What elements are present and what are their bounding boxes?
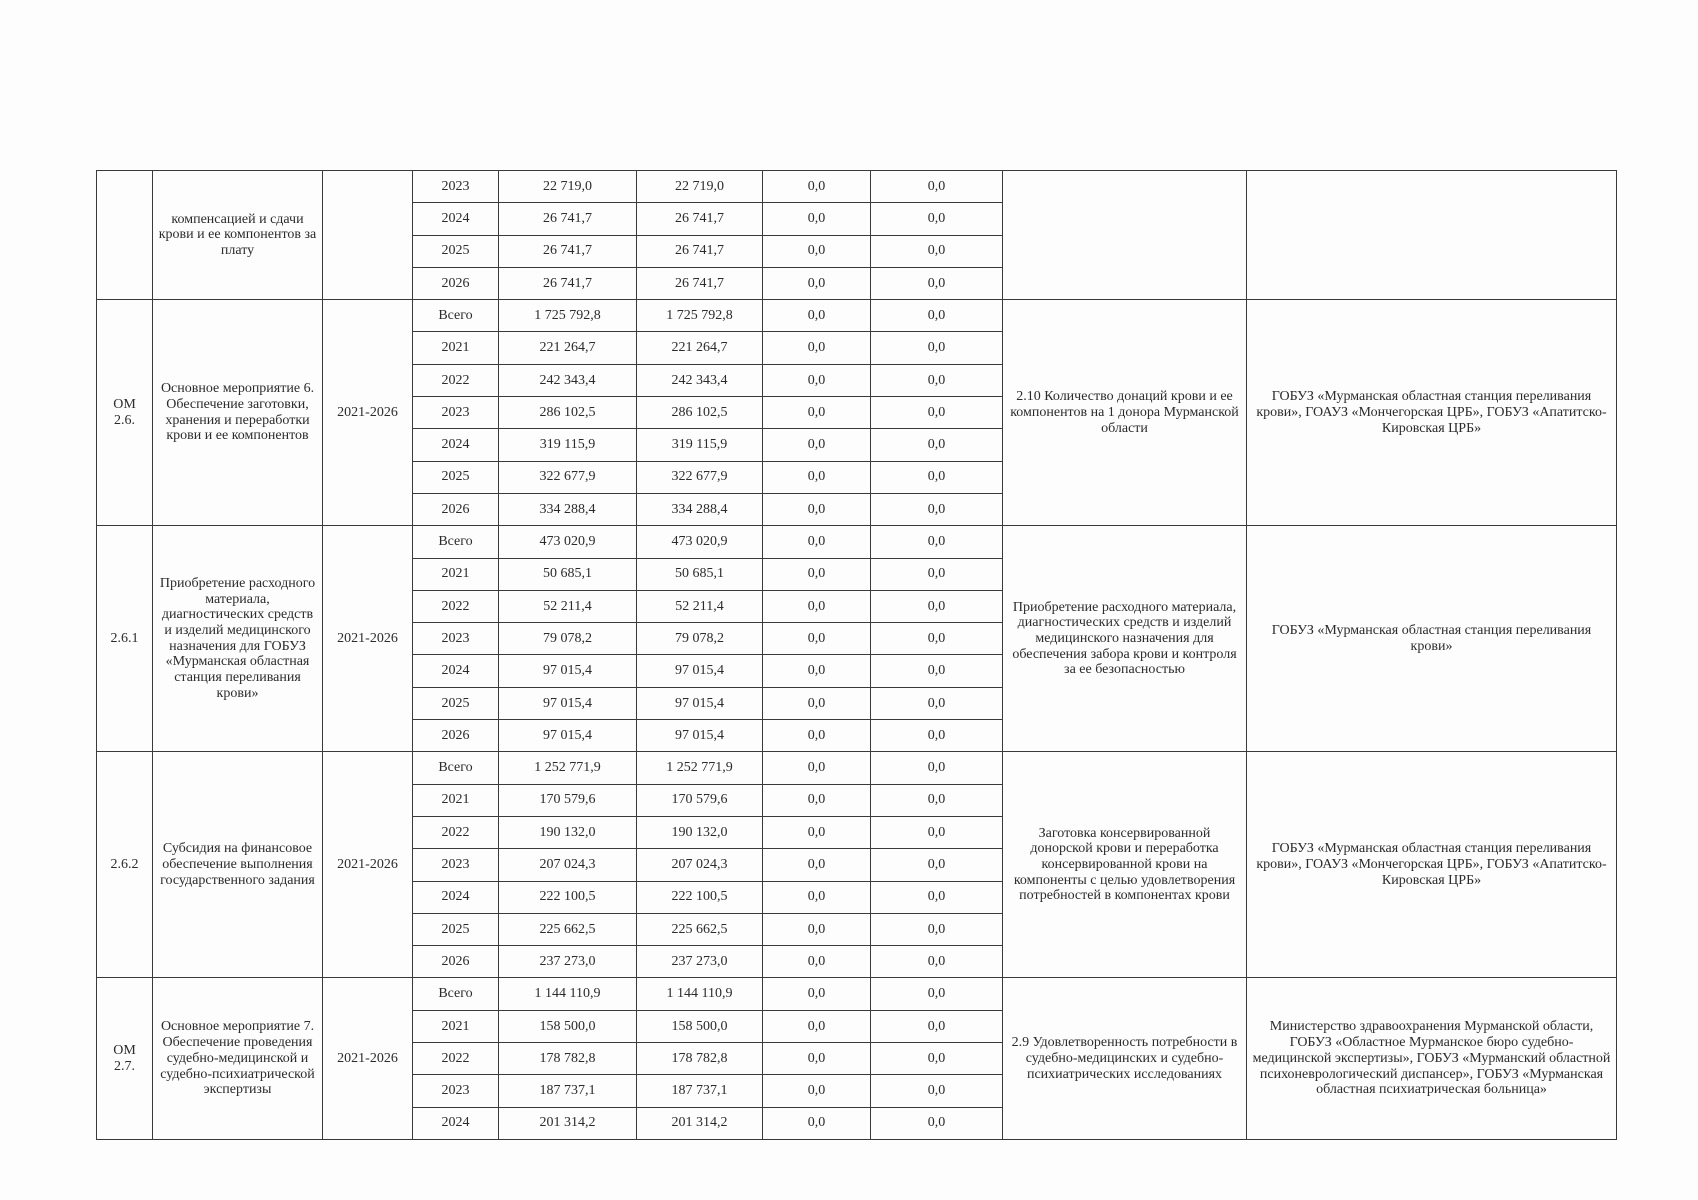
total-amount: 201 314,2 [499, 1107, 637, 1139]
executors-cell: ГОБУЗ «Мурманская областная станция переливания крови», ГОАУЗ «Мончегорская ЦРБ», ГОБУЗ «Апатитско-Кировская ЦРБ» [1247, 300, 1617, 526]
federal-budget-amount: 0,0 [763, 332, 871, 364]
budget-table-body [97, 171, 1617, 1140]
year-cell: 2024 [413, 1107, 499, 1139]
year-cell: 2026 [413, 267, 499, 299]
executors-cell: ГОБУЗ «Мурманская областная станция переливания крови», ГОАУЗ «Мончегорская ЦРБ», ГОБУЗ «Апатитско-Кировская ЦРБ» [1247, 752, 1617, 978]
regional-budget-amount: 221 264,7 [637, 332, 763, 364]
item-period: 2021-2026 [323, 752, 413, 978]
federal-budget-amount: 0,0 [763, 461, 871, 493]
federal-budget-amount: 0,0 [763, 300, 871, 332]
regional-budget-amount: 178 782,8 [637, 1043, 763, 1075]
total-amount: 319 115,9 [499, 429, 637, 461]
other-sources-amount: 0,0 [871, 784, 1003, 816]
federal-budget-amount: 0,0 [763, 881, 871, 913]
federal-budget-amount: 0,0 [763, 364, 871, 396]
other-sources-amount: 0,0 [871, 623, 1003, 655]
regional-budget-amount: 237 273,0 [637, 946, 763, 978]
executors-cell [1247, 171, 1617, 300]
item-period [323, 171, 413, 300]
other-sources-amount: 0,0 [871, 1075, 1003, 1107]
federal-budget-amount: 0,0 [763, 655, 871, 687]
total-amount: 322 677,9 [499, 461, 637, 493]
other-sources-amount: 0,0 [871, 590, 1003, 622]
regional-budget-amount: 225 662,5 [637, 913, 763, 945]
regional-budget-amount: 26 741,7 [637, 235, 763, 267]
other-sources-amount: 0,0 [871, 429, 1003, 461]
year-cell: 2024 [413, 881, 499, 913]
item-code: ОМ 2.7. [97, 978, 153, 1139]
other-sources-amount: 0,0 [871, 978, 1003, 1010]
year-cell: 2022 [413, 364, 499, 396]
federal-budget-amount: 0,0 [763, 849, 871, 881]
year-cell: 2023 [413, 849, 499, 881]
regional-budget-amount: 473 020,9 [637, 526, 763, 558]
total-amount: 221 264,7 [499, 332, 637, 364]
item-period: 2021-2026 [323, 300, 413, 526]
year-cell: Всего [413, 978, 499, 1010]
year-cell: 2025 [413, 235, 499, 267]
other-sources-amount: 0,0 [871, 687, 1003, 719]
total-amount: 22 719,0 [499, 171, 637, 203]
regional-budget-amount: 158 500,0 [637, 1010, 763, 1042]
executors-cell: ГОБУЗ «Мурманская областная станция переливания крови» [1247, 526, 1617, 752]
federal-budget-amount: 0,0 [763, 1107, 871, 1139]
total-amount: 190 132,0 [499, 816, 637, 848]
indicator-cell: 2.9 Удовлетворенность потребности в судебно-медицинских и судебно-психиатрических исследованиях [1003, 978, 1247, 1139]
federal-budget-amount: 0,0 [763, 397, 871, 429]
federal-budget-amount: 0,0 [763, 590, 871, 622]
regional-budget-amount: 26 741,7 [637, 267, 763, 299]
other-sources-amount: 0,0 [871, 332, 1003, 364]
regional-budget-amount: 319 115,9 [637, 429, 763, 461]
year-cell: 2021 [413, 558, 499, 590]
total-amount: 242 343,4 [499, 364, 637, 396]
federal-budget-amount: 0,0 [763, 784, 871, 816]
total-amount: 225 662,5 [499, 913, 637, 945]
year-cell: 2022 [413, 590, 499, 622]
other-sources-amount: 0,0 [871, 849, 1003, 881]
regional-budget-amount: 52 211,4 [637, 590, 763, 622]
other-sources-amount: 0,0 [871, 526, 1003, 558]
other-sources-amount: 0,0 [871, 1010, 1003, 1042]
regional-budget-amount: 222 100,5 [637, 881, 763, 913]
item-period: 2021-2026 [323, 978, 413, 1139]
year-cell: 2025 [413, 687, 499, 719]
executors-cell: Министерство здравоохранения Мурманской области, ГОБУЗ «Областное Мурманское бюро судебно-медицинской экспертизы», ГОБУЗ «Мурманский областной психоневрологический диспансер», ГОБУЗ «Мурманская областная психиатрическая больница» [1247, 978, 1617, 1139]
total-amount: 178 782,8 [499, 1043, 637, 1075]
year-cell: 2024 [413, 429, 499, 461]
federal-budget-amount: 0,0 [763, 1075, 871, 1107]
year-cell: Всего [413, 526, 499, 558]
total-amount: 26 741,7 [499, 235, 637, 267]
item-title: Основное мероприятие 6. Обеспечение заготовки, хранения и переработки крови и ее компонентов [153, 300, 323, 526]
year-cell: 2026 [413, 946, 499, 978]
item-code [97, 171, 153, 300]
regional-budget-amount: 322 677,9 [637, 461, 763, 493]
total-amount: 1 144 110,9 [499, 978, 637, 1010]
total-amount: 473 020,9 [499, 526, 637, 558]
total-amount: 334 288,4 [499, 493, 637, 525]
federal-budget-amount: 0,0 [763, 978, 871, 1010]
other-sources-amount: 0,0 [871, 913, 1003, 945]
other-sources-amount: 0,0 [871, 816, 1003, 848]
regional-budget-amount: 50 685,1 [637, 558, 763, 590]
federal-budget-amount: 0,0 [763, 913, 871, 945]
federal-budget-amount: 0,0 [763, 816, 871, 848]
regional-budget-amount: 170 579,6 [637, 784, 763, 816]
other-sources-amount: 0,0 [871, 493, 1003, 525]
indicator-cell [1003, 171, 1247, 300]
total-amount: 97 015,4 [499, 720, 637, 752]
other-sources-amount: 0,0 [871, 267, 1003, 299]
total-amount: 26 741,7 [499, 203, 637, 235]
other-sources-amount: 0,0 [871, 203, 1003, 235]
total-amount: 170 579,6 [499, 784, 637, 816]
federal-budget-amount: 0,0 [763, 720, 871, 752]
federal-budget-amount: 0,0 [763, 752, 871, 784]
other-sources-amount: 0,0 [871, 752, 1003, 784]
total-amount: 97 015,4 [499, 655, 637, 687]
regional-budget-amount: 26 741,7 [637, 203, 763, 235]
item-code: 2.6.1 [97, 526, 153, 752]
total-amount: 1 252 771,9 [499, 752, 637, 784]
year-cell: 2023 [413, 397, 499, 429]
other-sources-amount: 0,0 [871, 1107, 1003, 1139]
other-sources-amount: 0,0 [871, 558, 1003, 590]
total-amount: 1 725 792,8 [499, 300, 637, 332]
total-amount: 50 685,1 [499, 558, 637, 590]
total-amount: 222 100,5 [499, 881, 637, 913]
regional-budget-amount: 1 252 771,9 [637, 752, 763, 784]
other-sources-amount: 0,0 [871, 720, 1003, 752]
budget-table [96, 170, 1617, 1140]
federal-budget-amount: 0,0 [763, 946, 871, 978]
year-cell: 2023 [413, 1075, 499, 1107]
other-sources-amount: 0,0 [871, 235, 1003, 267]
federal-budget-amount: 0,0 [763, 687, 871, 719]
regional-budget-amount: 242 343,4 [637, 364, 763, 396]
other-sources-amount: 0,0 [871, 655, 1003, 687]
year-cell: 2024 [413, 203, 499, 235]
other-sources-amount: 0,0 [871, 364, 1003, 396]
item-title: Основное мероприятие 7. Обеспечение проведения судебно-медицинской и судебно-психиатрической экспертизы [153, 978, 323, 1139]
table-row [97, 300, 1617, 332]
year-cell: 2022 [413, 816, 499, 848]
other-sources-amount: 0,0 [871, 300, 1003, 332]
item-title: Субсидия на финансовое обеспечение выполнения государственного задания [153, 752, 323, 978]
item-title: Приобретение расходного материала, диагностических средств и изделий медицинского назначения для ГОБУЗ «Мурманская областная станция переливания крови» [153, 526, 323, 752]
other-sources-amount: 0,0 [871, 946, 1003, 978]
year-cell: 2021 [413, 1010, 499, 1042]
other-sources-amount: 0,0 [871, 171, 1003, 203]
item-code: 2.6.2 [97, 752, 153, 978]
federal-budget-amount: 0,0 [763, 558, 871, 590]
year-cell: 2026 [413, 493, 499, 525]
federal-budget-amount: 0,0 [763, 493, 871, 525]
regional-budget-amount: 201 314,2 [637, 1107, 763, 1139]
total-amount: 286 102,5 [499, 397, 637, 429]
year-cell: 2023 [413, 171, 499, 203]
item-code: ОМ 2.6. [97, 300, 153, 526]
year-cell: 2025 [413, 461, 499, 493]
other-sources-amount: 0,0 [871, 461, 1003, 493]
indicator-cell: Заготовка консервированной донорской крови и переработка консервированной крови на компоненты с целью удовлетворения потребностей в компонентах крови [1003, 752, 1247, 978]
year-cell: Всего [413, 300, 499, 332]
year-cell: 2021 [413, 332, 499, 364]
total-amount: 187 737,1 [499, 1075, 637, 1107]
federal-budget-amount: 0,0 [763, 526, 871, 558]
other-sources-amount: 0,0 [871, 881, 1003, 913]
year-cell: 2026 [413, 720, 499, 752]
indicator-cell: 2.10 Количество донаций крови и ее компонентов на 1 донора Мурманской области [1003, 300, 1247, 526]
regional-budget-amount: 187 737,1 [637, 1075, 763, 1107]
year-cell: 2025 [413, 913, 499, 945]
federal-budget-amount: 0,0 [763, 623, 871, 655]
year-cell: 2023 [413, 623, 499, 655]
total-amount: 79 078,2 [499, 623, 637, 655]
year-cell: Всего [413, 752, 499, 784]
table-row [97, 978, 1617, 1010]
total-amount: 158 500,0 [499, 1010, 637, 1042]
regional-budget-amount: 334 288,4 [637, 493, 763, 525]
other-sources-amount: 0,0 [871, 1043, 1003, 1075]
regional-budget-amount: 207 024,3 [637, 849, 763, 881]
total-amount: 26 741,7 [499, 267, 637, 299]
regional-budget-amount: 22 719,0 [637, 171, 763, 203]
other-sources-amount: 0,0 [871, 397, 1003, 429]
federal-budget-amount: 0,0 [763, 203, 871, 235]
total-amount: 97 015,4 [499, 687, 637, 719]
regional-budget-amount: 286 102,5 [637, 397, 763, 429]
item-title: компенсацией и сдачи крови и ее компонентов за плату [153, 171, 323, 300]
federal-budget-amount: 0,0 [763, 429, 871, 461]
table-row [97, 752, 1617, 784]
federal-budget-amount: 0,0 [763, 1043, 871, 1075]
regional-budget-amount: 97 015,4 [637, 655, 763, 687]
regional-budget-amount: 79 078,2 [637, 623, 763, 655]
regional-budget-amount: 1 725 792,8 [637, 300, 763, 332]
total-amount: 237 273,0 [499, 946, 637, 978]
federal-budget-amount: 0,0 [763, 171, 871, 203]
regional-budget-amount: 97 015,4 [637, 720, 763, 752]
total-amount: 52 211,4 [499, 590, 637, 622]
regional-budget-amount: 190 132,0 [637, 816, 763, 848]
year-cell: 2021 [413, 784, 499, 816]
indicator-cell: Приобретение расходного материала, диагностических средств и изделий медицинского назначения для обеспечения забора крови и контроля за ее безопасностью [1003, 526, 1247, 752]
regional-budget-amount: 1 144 110,9 [637, 978, 763, 1010]
federal-budget-amount: 0,0 [763, 235, 871, 267]
table-row [97, 171, 1617, 203]
table-row [97, 526, 1617, 558]
regional-budget-amount: 97 015,4 [637, 687, 763, 719]
item-period: 2021-2026 [323, 526, 413, 752]
federal-budget-amount: 0,0 [763, 1010, 871, 1042]
total-amount: 207 024,3 [499, 849, 637, 881]
year-cell: 2024 [413, 655, 499, 687]
year-cell: 2022 [413, 1043, 499, 1075]
federal-budget-amount: 0,0 [763, 267, 871, 299]
